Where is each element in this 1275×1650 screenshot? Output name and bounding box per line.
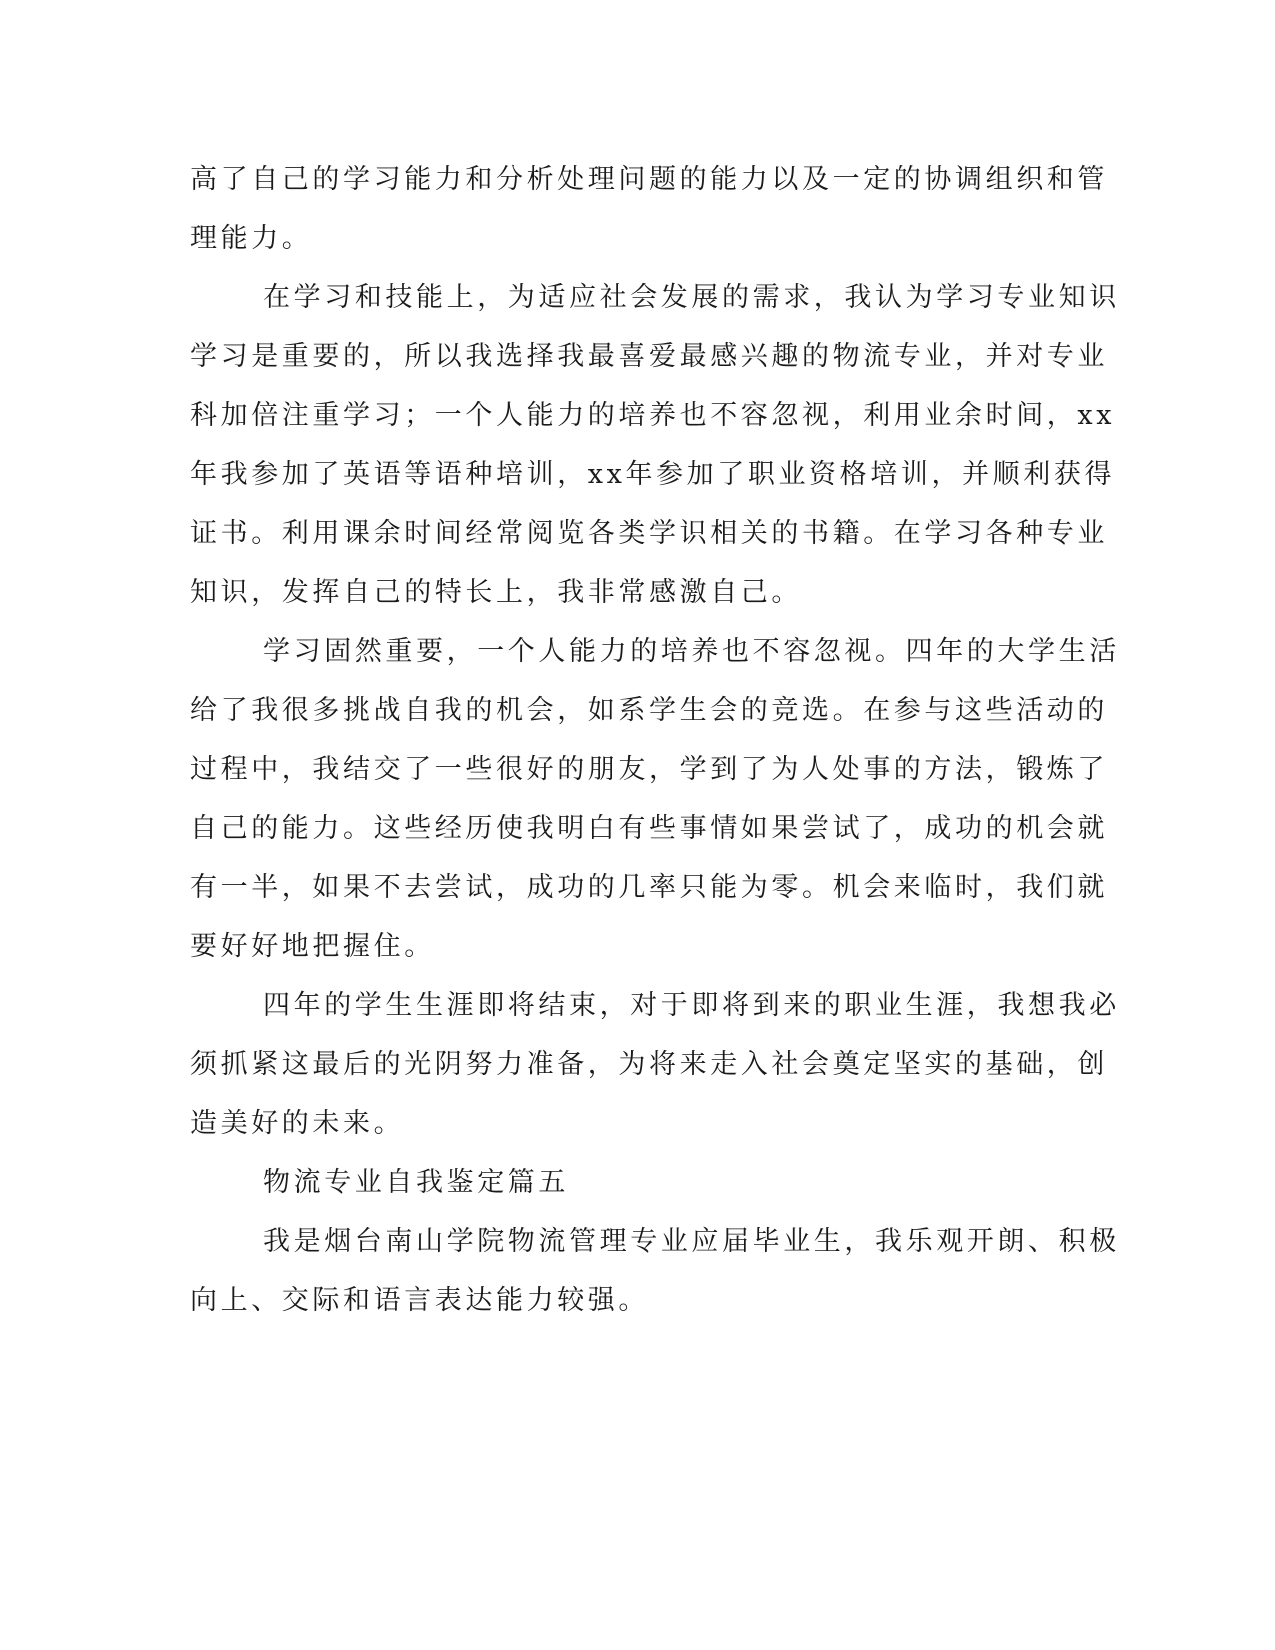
paragraph-line: 学习固然重要，一个人能力的培养也不容忽视。四年的大学生活 (263, 636, 1120, 667)
section-heading: 物流专业自我鉴定篇五 (263, 1167, 569, 1198)
paragraph-line: 证书。利用课余时间经常阅览各类学识相关的书籍。在学习各种专业 (190, 518, 1108, 549)
paragraph-line: 在学习和技能上，为适应社会发展的需求，我认为学习专业知识 (263, 282, 1120, 313)
paragraph-line: 理能力。 (190, 223, 313, 254)
paragraph-line: 知识，发挥自己的特长上，我非常感激自己。 (190, 577, 802, 608)
paragraph-line: 四年的学生生涯即将结束，对于即将到来的职业生涯，我想我必 (263, 990, 1120, 1021)
paragraph-line: 科加倍注重学习；一个人能力的培养也不容忽视，利用业余时间，xx (190, 400, 1116, 431)
paragraph-line: 有一半，如果不去尝试，成功的几率只能为零。机会来临时，我们就 (190, 872, 1108, 903)
paragraph-line: 须抓紧这最后的光阴努力准备，为将来走入社会奠定坚实的基础，创 (190, 1049, 1108, 1080)
paragraph-line: 要好好地把握住。 (190, 931, 435, 962)
paragraph-line: 我是烟台南山学院物流管理专业应届毕业生，我乐观开朗、积极 (263, 1226, 1120, 1257)
paragraph-line: 高了自己的学习能力和分析处理问题的能力以及一定的协调组织和管 (190, 164, 1108, 195)
paragraph-line: 给了我很多挑战自我的机会，如系学生会的竞选。在参与这些活动的 (190, 695, 1108, 726)
paragraph-line: 造美好的未来。 (190, 1108, 405, 1139)
paragraph-line: 自己的能力。这些经历使我明白有些事情如果尝试了，成功的机会就 (190, 813, 1108, 844)
paragraph-line: 学习是重要的，所以我选择我最喜爱最感兴趣的物流专业，并对专业 (190, 341, 1108, 372)
paragraph-line: 过程中，我结交了一些很好的朋友，学到了为人处事的方法，锻炼了 (190, 754, 1108, 785)
paragraph-line: 向上、交际和语言表达能力较强。 (190, 1285, 649, 1316)
paragraph-line: 年我参加了英语等语种培训，xx年参加了职业资格培训，并顺利获得 (190, 459, 1116, 490)
